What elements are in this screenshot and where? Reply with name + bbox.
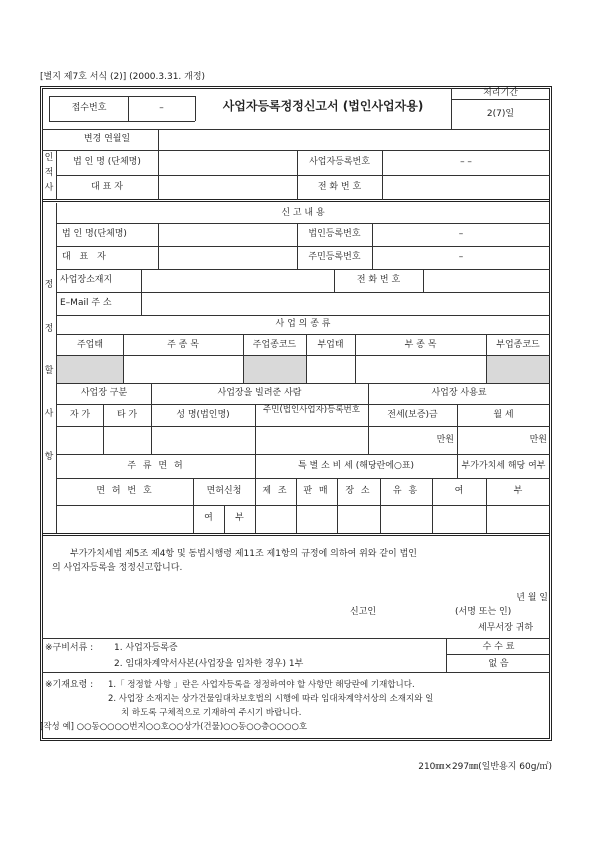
license-apply-yes-label: 여 [204, 513, 213, 523]
declaration-text-line1: 부가가치세법 제5조 제4항 및 동법시행령 제11조 제1항의 규정에 의하여 위와 같이 법인 [70, 549, 418, 559]
phone-field[interactable] [383, 176, 549, 198]
corp-name-field[interactable] [159, 151, 296, 174]
excise-sale-label: 판 매 [303, 486, 330, 496]
corp-reg-no-field[interactable] [373, 224, 549, 245]
liquor-license-label: 주 류 면 허 [127, 461, 185, 471]
sub-business-type-label: 부업태 [317, 340, 344, 350]
report-phone-field[interactable] [424, 270, 549, 291]
form-title: 사업자등록정정신고서 (법인사업자용) [222, 99, 424, 113]
fee-label: 수 수 료 [482, 642, 515, 652]
other-label: 타 가 [116, 410, 138, 420]
side-label-char: 할 [44, 366, 54, 376]
required-docs-label: ※구비서류 : [45, 643, 94, 653]
report-corp-name-label: 법 인 명(단체명) [62, 229, 127, 239]
representative-label: 대 표 자 [91, 182, 123, 192]
lender-id-label: 주민(법인사업자)등록번호 [263, 405, 360, 415]
main-code-label: 주업종코드 [252, 340, 297, 350]
main-business-type-label: 주업태 [76, 340, 104, 350]
resident-reg-no-field[interactable] [373, 247, 549, 268]
deposit-unit: 만원 [436, 435, 454, 445]
representative-field[interactable] [159, 176, 296, 198]
report-section-title: 신 고 내 용 [281, 208, 325, 218]
license-number-field[interactable] [57, 506, 192, 532]
side-label-char: 항 [44, 452, 54, 462]
lender-name-label: 성 명(법인명) [176, 410, 230, 420]
report-representative-field[interactable] [159, 247, 296, 268]
email-field[interactable] [142, 293, 549, 314]
deposit-label: 전세(보증)금 [387, 410, 438, 420]
side-label-char: 사 [44, 183, 54, 193]
corp-reg-no-dash: – [458, 229, 464, 239]
rent-label: 사업장 사용료 [431, 388, 487, 398]
main-item-field[interactable] [124, 356, 242, 382]
change-date-field[interactable] [159, 130, 549, 149]
side-label-char: 정 [44, 324, 54, 334]
lender-name-field[interactable] [152, 427, 254, 453]
own-checkbox[interactable] [57, 427, 102, 453]
sub-item-field[interactable] [356, 356, 485, 382]
guide-item-1: 1.「 정정할 사항 」란은 사업자등록을 정정하여야 할 사항만 해당란에 기재합니다. [108, 680, 415, 690]
own-label: 자 가 [69, 410, 91, 420]
report-representative-label: 대 표 자 [62, 252, 109, 262]
processing-period-label: 처리기간 [483, 88, 518, 98]
example-text: [작성 예] ○○동○○○○번지○○호○○상가(건물)○○동○○층○○○○호 [40, 722, 308, 732]
guide-item-2: 2. 사업장 소재지는 상가건물임대차보호법의 시행에 따라 임대차계약서상의 소재지와 일 [108, 694, 434, 704]
change-date-label: 변경 연월일 [83, 134, 131, 144]
side-label-char: 적 [44, 168, 54, 178]
license-number-label: 면 허 번 호 [96, 486, 154, 496]
reporter-label: 신고인 [350, 607, 377, 617]
lender-id-field[interactable] [256, 427, 367, 453]
vat-yes-label: 여 [454, 486, 464, 496]
declaration-text-line2: 의 사업자등록을 정정신고합니다. [52, 563, 183, 573]
signature-label: (서명 또는 인) [455, 607, 512, 617]
monthly-rent-label: 월 세 [493, 410, 514, 420]
report-corp-name-field[interactable] [159, 224, 296, 245]
biz-reg-no-dash: – – [460, 157, 472, 167]
required-doc-2: 2. 임대차계약서사본(사업장을 임차한 경우) 1부 [114, 659, 304, 669]
excise-place-label: 장 소 [345, 486, 372, 496]
email-label: E–Mail 주 소 [60, 298, 112, 308]
site-type-label: 사업장 구분 [80, 388, 128, 398]
resident-reg-no-dash: – [458, 252, 464, 262]
vat-applicable-label: 부가가치세 해당 여부 [461, 461, 546, 471]
guide-label: ※기재요령 : [45, 680, 94, 690]
other-checkbox[interactable] [104, 427, 150, 453]
address-field[interactable] [142, 270, 333, 291]
excise-tax-label: 특 별 소 비 세 (해당란에○표) [297, 461, 415, 471]
resident-reg-no-label: 주민등록번호 [308, 252, 361, 262]
excise-entertainment-label: 유 흥 [392, 486, 420, 496]
vat-no-label: 부 [513, 486, 523, 496]
biz-reg-no-label: 사업자등록번호 [309, 157, 370, 167]
sub-business-type-field[interactable] [307, 356, 354, 382]
monthly-rent-unit: 만원 [529, 435, 547, 445]
corp-name-label: 법 인 명 (단체명) [73, 157, 141, 167]
recipient-label: 세무서장 귀하 [478, 623, 534, 633]
license-apply-no-label: 부 [235, 513, 244, 523]
declaration-date: 년 월 일 [516, 593, 548, 603]
receipt-number-label: 접수번호 [71, 103, 107, 113]
excise-manufacture-label: 제 조 [262, 486, 289, 496]
biz-reg-no-field[interactable] [383, 151, 549, 174]
deposit-field[interactable] [369, 427, 429, 453]
biz-type-title: 사 업 의 종 류 [275, 319, 331, 329]
main-item-label: 주 종 목 [167, 340, 199, 350]
required-doc-1: 1. 사업자등록증 [114, 643, 178, 653]
receipt-number-value: – [159, 103, 164, 113]
form-number-note: [별지 제7호 서식 (2)] (2000.3.31. 개정) [40, 72, 206, 82]
report-phone-label: 전 화 번 호 [356, 275, 401, 285]
sub-item-label: 부 종 목 [404, 340, 437, 350]
monthly-rent-field[interactable] [458, 427, 518, 453]
side-label-char: 정 [44, 280, 54, 290]
paper-spec: 210㎜×297㎜(일반용지 60g/㎡) [418, 762, 552, 772]
address-label: 사업장소재지 [60, 275, 113, 285]
phone-label: 전 화 번 호 [317, 182, 362, 192]
fee-value: 없 음 [488, 659, 509, 669]
lender-label: 사업장을 빌려준 사람 [217, 388, 302, 398]
processing-period-value: 2(7)일 [486, 109, 515, 119]
license-application-label: 면허신청 [206, 486, 242, 496]
side-label-char: 사 [44, 409, 54, 419]
guide-item-2-cont: 치 하도록 구체적으로 기재하여 주시기 바랍니다. [121, 708, 302, 718]
corp-reg-no-label: 법인등록번호 [308, 229, 361, 239]
side-label-char: 인 [44, 153, 54, 163]
sub-code-label: 부업종코드 [496, 340, 540, 350]
